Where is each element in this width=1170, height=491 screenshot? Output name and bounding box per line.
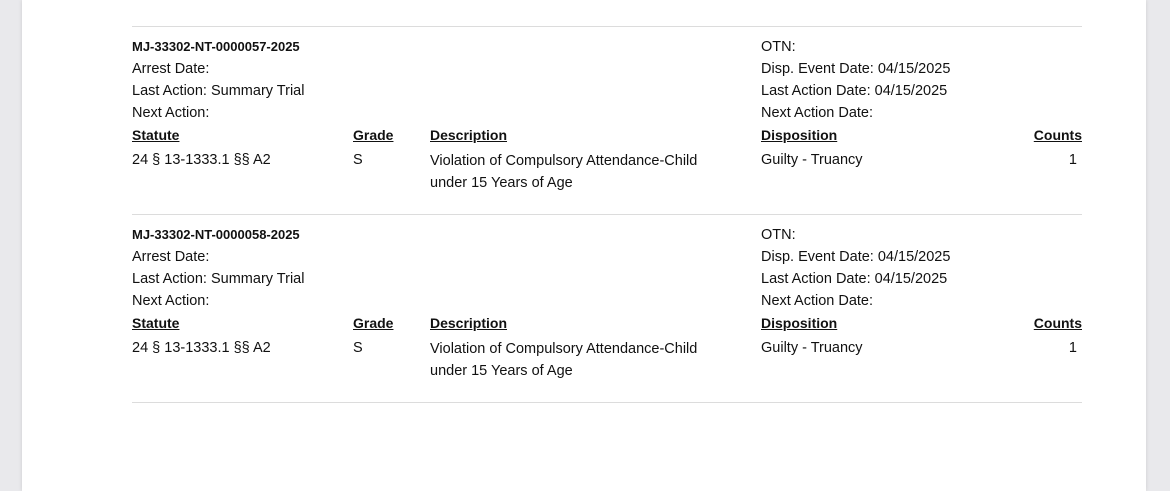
disp-event-date: Disp. Event Date: 04/15/2025: [761, 249, 951, 265]
grade-header: Grade: [353, 315, 394, 331]
charge-grade: S: [353, 152, 363, 168]
statute-header: Statute: [132, 315, 180, 331]
charge-description-line1: Violation of Compulsory Attendance-Child: [430, 341, 698, 357]
next-action: Next Action:: [132, 293, 210, 309]
counts-header: Counts: [1033, 127, 1082, 143]
charge-description-line2: under 15 Years of Age: [430, 363, 573, 379]
charge-counts: 1: [1068, 152, 1077, 168]
arrest-date: Arrest Date:: [132, 61, 210, 77]
otn: OTN:: [761, 39, 796, 55]
charge-description-line2: under 15 Years of Age: [430, 175, 573, 191]
charge-statute: 24 § 13-1333.1 §§ A2: [132, 152, 271, 168]
charge-counts: 1: [1068, 340, 1077, 356]
last-action-date: Last Action Date: 04/15/2025: [761, 271, 948, 287]
case-entry: [22, 224, 1146, 404]
document-page: [22, 0, 1146, 491]
next-action-date: Next Action Date:: [761, 105, 874, 121]
statute-header: Statute: [132, 127, 180, 143]
charge-disposition: Guilty - Truancy: [761, 152, 863, 168]
counts-header: Counts: [1033, 315, 1082, 331]
next-action: Next Action:: [132, 105, 210, 121]
description-header: Description: [430, 127, 508, 143]
disposition-header: Disposition: [761, 127, 838, 143]
docket-number: MJ-33302-NT-0000057-2025: [132, 39, 300, 54]
disposition-header: Disposition: [761, 315, 838, 331]
divider-line: [132, 214, 1082, 215]
charge-description-line1: Violation of Compulsory Attendance-Child: [430, 153, 698, 169]
divider-line: [132, 26, 1082, 27]
charge-grade: S: [353, 340, 363, 356]
case-entry: [22, 36, 1146, 216]
last-action: Last Action: Summary Trial: [132, 83, 305, 99]
charge-statute: 24 § 13-1333.1 §§ A2: [132, 340, 271, 356]
divider-line: [132, 402, 1082, 403]
description-header: Description: [430, 315, 508, 331]
charge-disposition: Guilty - Truancy: [761, 340, 863, 356]
disp-event-date: Disp. Event Date: 04/15/2025: [761, 61, 951, 77]
docket-number: MJ-33302-NT-0000058-2025: [132, 227, 300, 242]
arrest-date: Arrest Date:: [132, 249, 210, 265]
last-action-date: Last Action Date: 04/15/2025: [761, 83, 948, 99]
next-action-date: Next Action Date:: [761, 293, 874, 309]
last-action: Last Action: Summary Trial: [132, 271, 305, 287]
grade-header: Grade: [353, 127, 394, 143]
otn: OTN:: [761, 227, 796, 243]
